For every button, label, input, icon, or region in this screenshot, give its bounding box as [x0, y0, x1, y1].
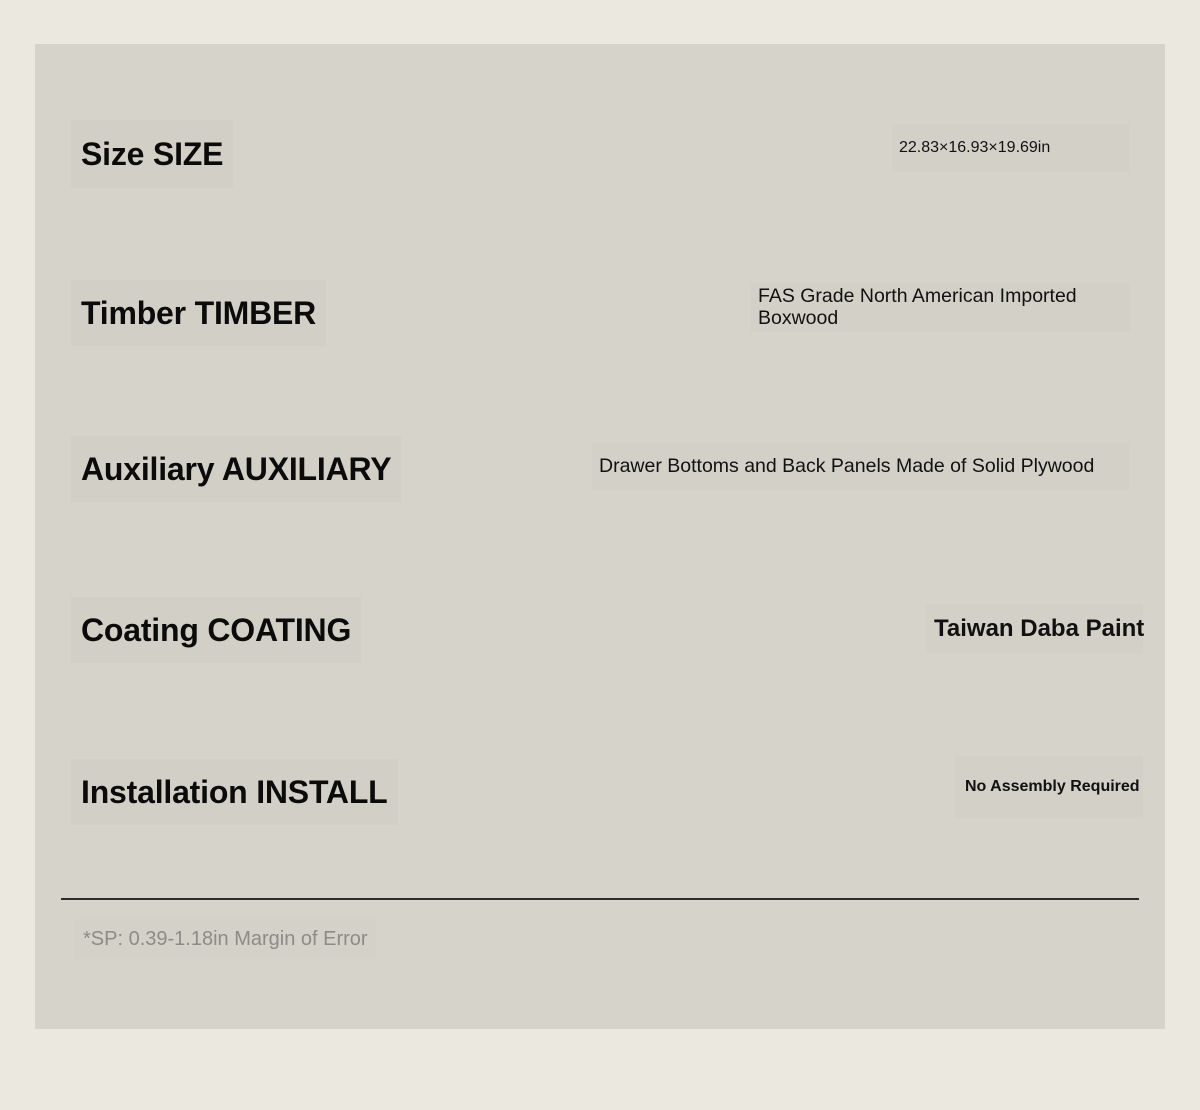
coating-value: Taiwan Daba Paint	[934, 615, 1145, 642]
timber-label: Timber TIMBER	[81, 295, 317, 331]
auxiliary-label: Auxiliary AUXILIARY	[81, 451, 392, 487]
installation-label: Installation INSTALL	[81, 774, 388, 810]
timber-value-box	[751, 282, 1130, 332]
coating-value-box	[926, 604, 1143, 654]
timber-value: FAS Grade North American Imported Boxwood	[758, 285, 1077, 329]
coating-label: Coating COATING	[81, 612, 352, 648]
size-label: Size SIZE	[81, 136, 224, 172]
installation-value-box	[955, 756, 1143, 818]
spec-panel	[35, 44, 1165, 1029]
installation-label-box	[71, 759, 398, 825]
footnote-box	[75, 919, 376, 959]
installation-value: No Assembly Required	[965, 778, 1140, 795]
size-value: 22.83×16.93×19.69in	[899, 139, 1051, 156]
timber-label-box	[71, 280, 326, 346]
margin-of-error-note: *SP: 0.39-1.18in Margin of Error	[83, 927, 368, 950]
auxiliary-label-box	[71, 436, 401, 502]
coating-label-box	[71, 597, 361, 663]
auxiliary-value: Drawer Bottoms and Back Panels Made of Solid Plywood	[599, 455, 1095, 477]
size-value-box	[892, 124, 1129, 172]
divider-line	[61, 898, 1139, 900]
auxiliary-value-box	[592, 442, 1129, 490]
size-label-box	[71, 120, 233, 188]
